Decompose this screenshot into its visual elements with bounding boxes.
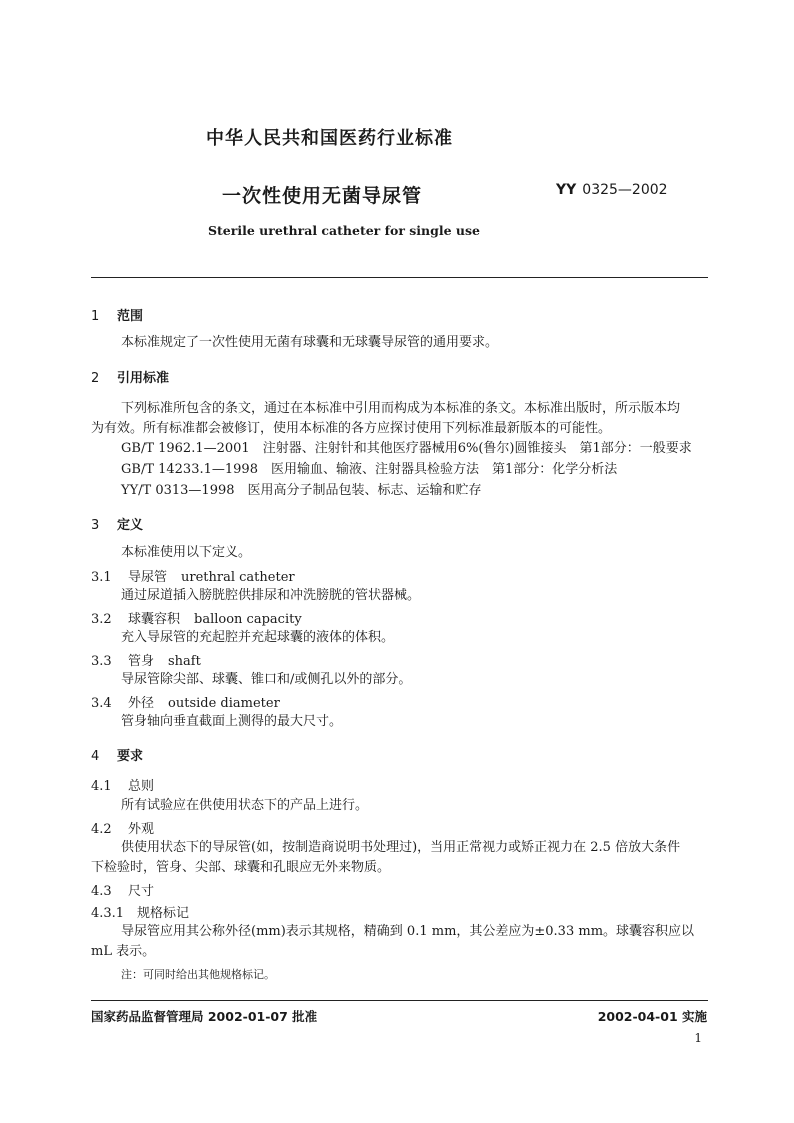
subsection-title: 尺寸 xyxy=(128,884,155,899)
subsection-4-3-heading xyxy=(91,880,154,899)
reference-item: GB/T 1962.1—2001 注射器、注射针和其他医疗器械用6%(鲁尔)圆锥接头 第1部分：一般要求 xyxy=(121,441,692,456)
definition-term-en: urethral catheter xyxy=(181,570,295,585)
definition-term-en: outside diameter xyxy=(168,696,280,711)
industry-standard-title: 中华人民共和国医药行业标准 xyxy=(206,128,453,149)
section-2-paragraph-line2: 为有效。所有标准都会被修订，使用本标准的各方应探讨使用下列标准最新版本的可能性。 xyxy=(91,421,612,436)
subsection-number: 4.3 xyxy=(91,884,112,899)
definition-heading xyxy=(91,608,302,627)
section-2-paragraph-line1: 下列标准所包含的条文，通过在本标准中引用而构成为本标准的条文。本标准出版时，所示版本均 xyxy=(121,401,681,416)
section-title: 范围 xyxy=(117,309,144,324)
definition-heading xyxy=(91,566,295,585)
section-title: 要求 xyxy=(117,749,144,764)
page-number: 1 xyxy=(694,1031,702,1045)
definition-term: 球囊容积 xyxy=(128,612,181,627)
approval-issuer: 国家药品监督管理局 2002-01-07 批准 xyxy=(91,1009,318,1024)
footer-divider xyxy=(91,1000,708,1001)
section-number: 4 xyxy=(91,749,100,764)
definition-term: 导尿管 xyxy=(128,570,168,585)
standard-code: 0325—2002 xyxy=(582,182,668,198)
section-number: 3 xyxy=(91,518,100,533)
definition-term-en: balloon capacity xyxy=(194,612,302,627)
section-1-heading xyxy=(91,305,143,324)
definition-text: 导尿管除尖部、球囊、锥口和/或侧孔以外的部分。 xyxy=(121,672,412,687)
reference-item: GB/T 14233.1—1998 医用输血、输液、注射器具检验方法 第1部分：化学分析法 xyxy=(121,462,618,477)
subsection-4-1-text: 所有试验应在供使用状态下的产品上进行。 xyxy=(121,798,369,813)
section-title: 引用标准 xyxy=(117,371,170,386)
document-title: 一次性使用无菌导尿管 xyxy=(222,185,423,207)
definition-text: 充入导尿管的充起腔并充起球囊的液体的体积。 xyxy=(121,630,395,645)
definition-term-en: shaft xyxy=(168,654,201,669)
definition-number: 3.2 xyxy=(91,612,112,627)
definition-number: 3.4 xyxy=(91,696,112,711)
effective-date: 2002-04-01 实施 xyxy=(597,1009,707,1024)
subsection-4-2-text-line2: 下检验时，管身、尖部、球囊和孔眼应无外来物质。 xyxy=(91,860,391,875)
section-number: 2 xyxy=(91,371,100,386)
note: 注：可同时给出其他规格标记。 xyxy=(121,968,275,981)
english-title: Sterile urethral catheter for single use xyxy=(208,223,481,238)
definition-heading xyxy=(91,692,280,711)
subsection-4-3-1-text-line2: mL 表示。 xyxy=(91,944,156,959)
section-4-heading xyxy=(91,745,143,764)
definition-term: 外径 xyxy=(128,696,155,711)
subsection-title: 总则 xyxy=(128,779,155,794)
definition-number: 3.1 xyxy=(91,570,112,585)
subsection-number: 4.2 xyxy=(91,822,112,837)
section-3-intro: 本标准使用以下定义。 xyxy=(121,545,252,560)
section-1-paragraph: 本标准规定了一次性使用无菌有球囊和无球囊导尿管的通用要求。 xyxy=(121,335,499,350)
definition-text: 通过尿道插入膀胱腔供排尿和冲洗膀胱的管状器械。 xyxy=(121,588,421,603)
subsection-number: 4.1 xyxy=(91,779,112,794)
subsection-4-2-heading xyxy=(91,818,154,837)
definition-number: 3.3 xyxy=(91,654,112,669)
subsection-title: 规格标记 xyxy=(137,906,190,921)
subsection-4-1-heading xyxy=(91,775,154,794)
standard-number xyxy=(556,182,668,198)
subsection-4-3-1-heading xyxy=(91,902,189,921)
definition-text: 管身轴向垂直截面上测得的最大尺寸。 xyxy=(121,714,343,729)
standard-prefix: YY xyxy=(556,182,577,198)
subsection-4-2-text-line1: 供使用状态下的导尿管(如，按制造商说明书处理过)，当用正常视力或矫正视力在 2.5 倍放大条件 xyxy=(121,840,681,855)
section-3-heading xyxy=(91,514,143,533)
section-number: 1 xyxy=(91,309,100,324)
reference-item: YY/T 0313—1998 医用高分子制品包装、标志、运输和贮存 xyxy=(121,483,482,498)
subsection-title: 外观 xyxy=(128,822,155,837)
subsection-number: 4.3.1 xyxy=(91,906,125,921)
definition-term: 管身 xyxy=(128,654,155,669)
subsection-4-3-1-text-line1: 导尿管应用其公称外径(mm)表示其规格，精确到 0.1 mm，其公差应为±0.33 mm。球囊容积应以 xyxy=(121,924,695,939)
definition-heading xyxy=(91,650,201,669)
section-title: 定义 xyxy=(117,518,144,533)
header-divider xyxy=(91,277,708,278)
section-2-heading xyxy=(91,367,169,386)
